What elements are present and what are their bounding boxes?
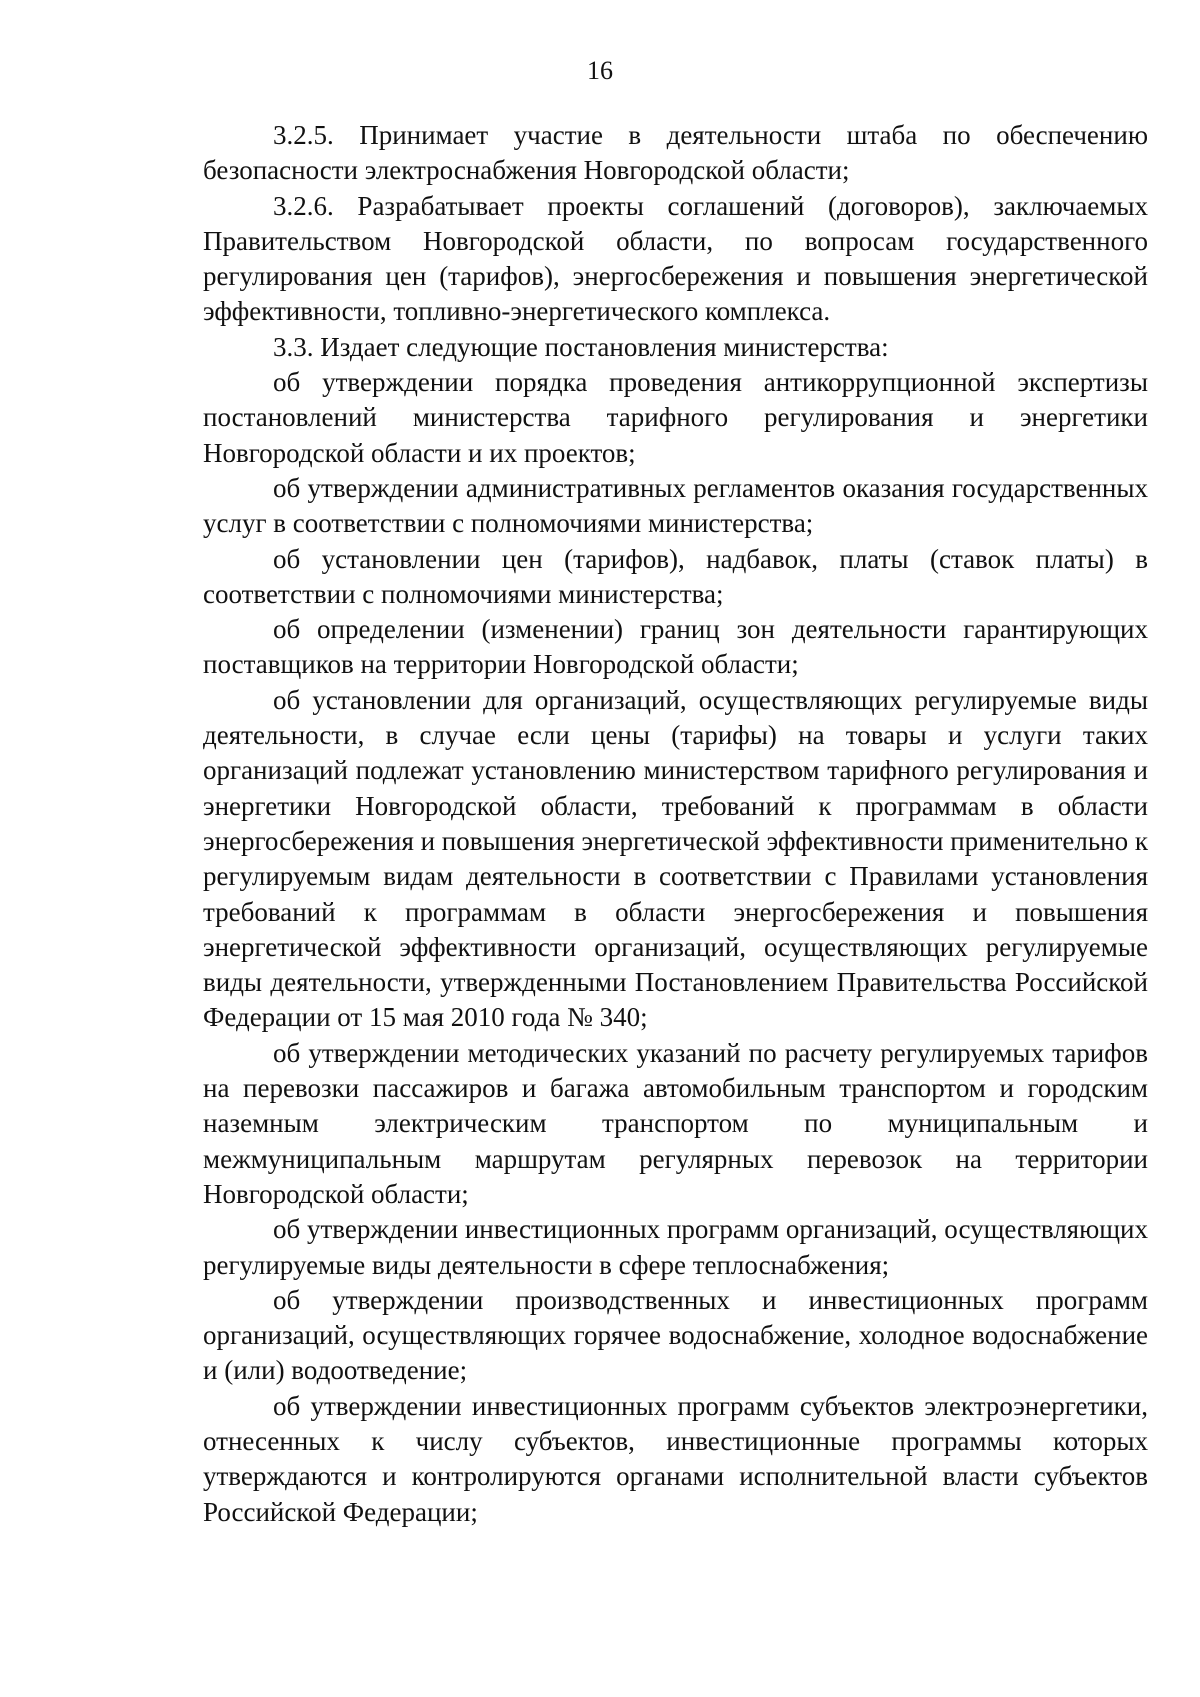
page-number: 16 bbox=[587, 56, 613, 85]
paragraph-3-2-5: 3.2.5. Принимает участие в деятельности штаба по обеспечению безопасности электроснабжения Новгородской области; bbox=[203, 120, 1148, 186]
list-item-price-setting: об установлении цен (тарифов), надбавок, платы (ставок платы) в соответствии с полномочиями министерства; bbox=[203, 543, 1148, 609]
list-item-electric-power-programs: об утверждении инвестиционных программ субъектов электроэнергетики, отнесенных к числу субъектов, инвестиционные программы которых утверждаются и контролируются органами исполнительной власти субъектов Российской Федерации; bbox=[203, 1390, 1148, 1527]
list-item-administrative-regulations: об утверждении административных регламентов оказания государственных услуг в соответствии с полномочиями министерства; bbox=[203, 472, 1148, 539]
list-item-heat-supply-programs: об утверждении инвестиционных программ организаций, осуществляющих регулируемые виды деятельности в сфере теплоснабжения; bbox=[203, 1214, 1149, 1280]
paragraph-3-3-heading: 3.3. Издает следующие постановления министерства: bbox=[273, 331, 889, 362]
list-item-water-supply-programs: об утверждении производственных и инвестиционных программ организаций, осуществляющих горячее водоснабжение, холодное водоснабжение и (или) водоотведение; bbox=[203, 1284, 1148, 1386]
list-item-anticorruption-expertise: об утверждении порядка проведения антикоррупционной экспертизы постановлений министерства тарифного регулирования и энергетики Новгородской области и их проектов; bbox=[203, 367, 1148, 468]
list-item-supplier-zones: об определении (изменении) границ зон деятельности гарантирующих поставщиков на территории Новгородской области; bbox=[203, 614, 1148, 680]
paragraph-3-2-6: 3.2.6. Разрабатывает проекты соглашений (договоров), заключаемых Правительством Новгородской области, по вопросам государственного регулирования цен (тарифов), энергосбережения и повышения энергетической эффективности, топливно-энергетического комплекса. bbox=[203, 190, 1148, 327]
list-item-energy-saving-requirements: об установлении для организаций, осуществляющих регулируемые виды деятельности, в случае если цены (тарифы) на товары и услуги таких организаций подлежат установлению министерством тарифного регулирования и энергетики Новгородской области, требований к программам в области энергосбережения и повышения энергетической эффективности применительно к регулируемым видам деятельности в соответствии с Правилами установления требований к программам в области энергосбережения и повышения энергетической эффективности организаций, осуществляющих регулируемые виды деятельности, утвержденными Постановлением Правительства Российской Федерации от 15 мая 2010 года № 340; bbox=[203, 684, 1148, 1033]
list-item-transport-tariffs: об утверждении методических указаний по расчету регулируемых тарифов на перевозки пассажиров и багажа автомобильным транспортом и городским наземным электрическим транспортом по муниципальным и межмуниципальным маршрутам регулярных перевозок на территории Новгородской области; bbox=[203, 1037, 1148, 1209]
document-body bbox=[203, 118, 1148, 1530]
